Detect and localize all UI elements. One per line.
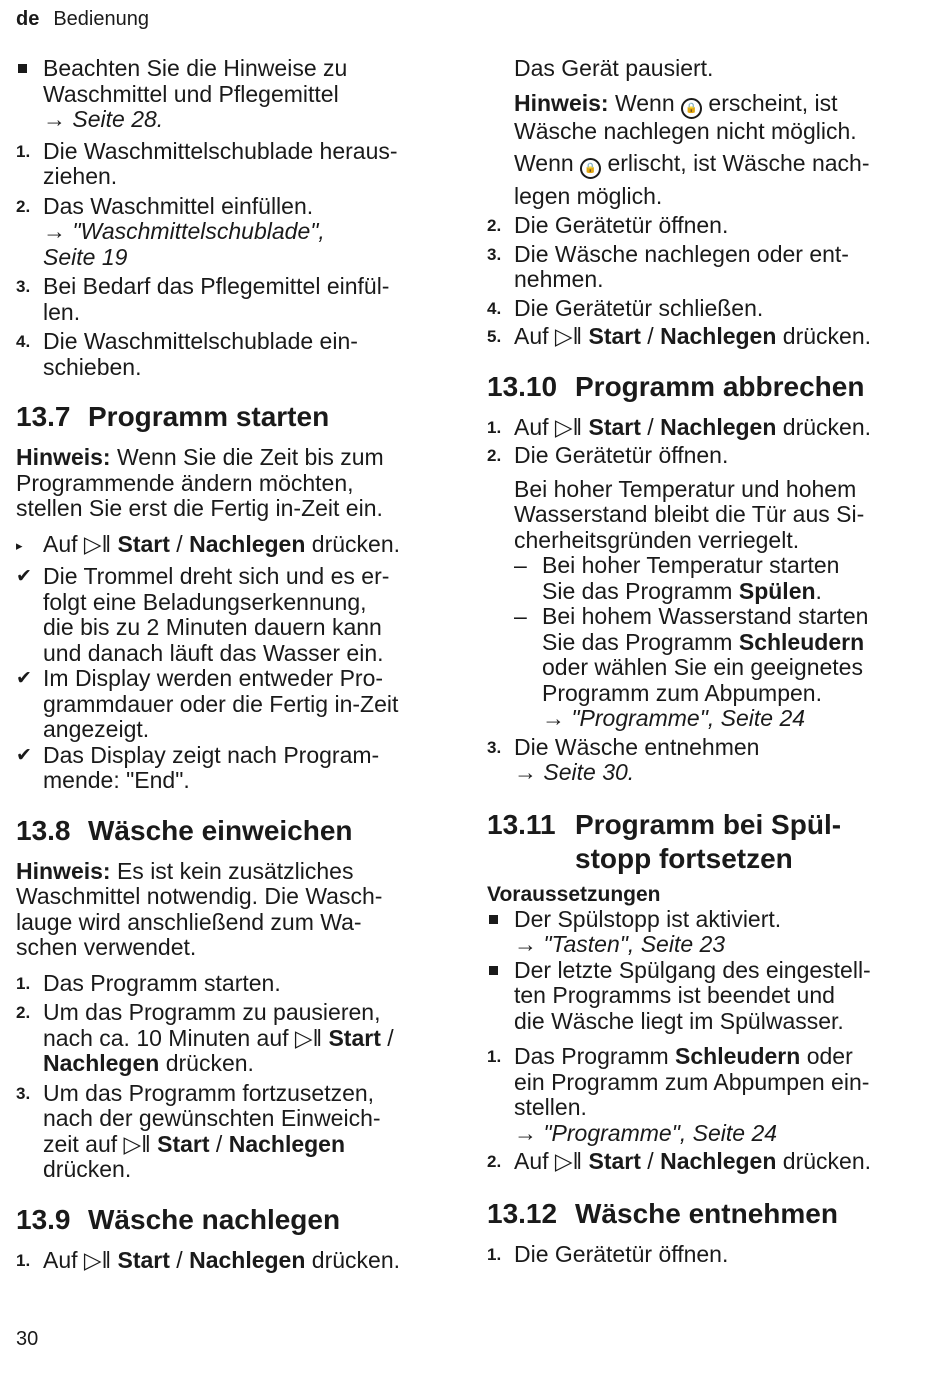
section-heading: 13.9 Wäsche nachlegen — [16, 1203, 341, 1235]
page-reference: → Seite 30. — [514, 759, 635, 785]
list-item: 2. Auf ▷‖ Start / Nachlegen drücken. — [487, 1148, 872, 1174]
result-item: ✔ Die Trommel dreht sich und es er- — [16, 563, 390, 589]
list-item: 1. Die Waschmittelschublade heraus- — [16, 137, 398, 164]
list-item: Der Spülstopp ist aktiviert. — [487, 907, 917, 933]
list-item: Der letzte Spülgang des eingestell- — [487, 958, 917, 984]
action-step: ▸ Auf ▷‖ Start / Nachlegen drücken. — [16, 530, 401, 557]
list-item: 4. Die Waschmittelschublade ein- — [16, 328, 358, 354]
note: Hinweis: Wenn Sie die Zeit bis zum — [16, 444, 384, 470]
left-column: Beachten Sie die Hinweise zu Waschmittel und Pflegemittel → Seite 28. 1. Die Waschmittelschublade heraus- ziehen. 2. Das Waschmittel einfüllen. → "Waschmittelschublade", Seite 19 3. Bei Bedarf das Pflegemittel einfül- len. 4. Die Waschmittelschublade ein- schieben. 13.7 Programm starten Hinweis: Wenn Sie die Zeit bis zum Programmende ändern möchten, stellen Sie erst die Fertig in-Zeit ein. ▸ Auf ▷‖ Start / Nachlegen drücken. ✔ Die Trommel dreht sich und es er- folgt eine Beladungserkennung, die bis zu 2 Minuten dauern kann und danach läuft das Wasser ein. ✔ Im Display werden entweder Pro- grammdauer oder die Fertig in-Zeit angezeigt. ✔ Das Display zeigt nach Program- mende: "End". 13.8 Wäsche einweichen Hinweis: Es ist kein zusätzliches Waschmittel notwendig. Die Wasch- lauge wird anschließend zum Wa- schen verwendet. 1. Das Programm starten. 2. Um das Programm zu pausieren, nach ca. 10 Minuten auf ▷‖ Start / Nachlegen drücken. 3. Um das Programm fortzusetzen, nach der gewünschten Einweich- zeit auf ▷‖ Start / Nachlegen drücken. 13.9 Wäsche nachlegen 1. Auf ▷‖ Start / Nachlegen drücken. — [16, 56, 446, 1273]
page-reference: → "Programme", Seite 24 — [542, 705, 806, 731]
page-number: 30 — [16, 1328, 39, 1350]
list-item: 4. Die Gerätetür schließen. — [487, 294, 764, 321]
square-bullet-icon — [489, 915, 498, 924]
dash-item: – Bei hoher Temperatur starten — [514, 552, 840, 578]
list-item: 3. Bei Bedarf das Pflegemittel einfül- — [16, 273, 390, 299]
list-item: 2. Um das Programm zu pausieren, — [16, 999, 381, 1025]
page-header — [16, 8, 149, 31]
list-item: 1. Das Programm Schleudern oder — [487, 1043, 853, 1069]
list-item: 1. Das Programm starten. — [16, 969, 281, 996]
section-heading: 13.10 Programm abbrechen — [487, 370, 865, 402]
section-heading: 13.12 Wäsche entnehmen — [487, 1197, 838, 1229]
dash-item: – Bei hohem Wasserstand starten — [514, 603, 869, 629]
checkmark-icon: ✔ — [16, 668, 32, 689]
checkmark-icon: ✔ — [16, 566, 32, 587]
note: Hinweis: Wenn 🔒 erscheint, ist — [487, 91, 917, 119]
list-item: Beachten Sie die Hinweise zu — [16, 56, 446, 82]
result-item: ✔ Das Display zeigt nach Program- — [16, 741, 380, 768]
list-item: 1. Auf ▷‖ Start / Nachlegen drücken. — [487, 413, 872, 440]
result-item: ✔ Im Display werden entweder Pro- — [16, 665, 384, 691]
section-heading: 13.7 Programm starten — [16, 401, 330, 432]
section-heading: 13.8 Wäsche einweichen — [16, 814, 353, 846]
list-item: 5. Auf ▷‖ Start / Nachlegen drücken. — [487, 323, 872, 349]
square-bullet-icon — [489, 966, 498, 975]
list-item: 2. Die Gerätetür öffnen. — [487, 212, 729, 238]
note: Hinweis: Es ist kein zusätzliches — [16, 857, 354, 884]
section-title: Bedienung — [53, 8, 149, 30]
language-code: de — [16, 8, 40, 30]
action-triangle-icon: ▸ — [16, 537, 23, 553]
square-bullet-icon — [18, 64, 27, 73]
lock-icon: 🔒 — [681, 98, 702, 119]
result-text: Das Gerät pausiert. — [514, 55, 714, 81]
page-reference: → "Waschmittelschublade", — [43, 218, 325, 244]
list-item: 3. Die Wäsche nachlegen oder ent- — [487, 240, 849, 267]
page-reference: → Seite 28. — [43, 106, 164, 132]
page-reference: → "Programme", Seite 24 — [514, 1119, 778, 1146]
prerequisites-heading: Voraussetzungen — [487, 882, 661, 906]
list-item: 1. Auf ▷‖ Start / Nachlegen drücken. — [16, 1246, 401, 1273]
list-item: 3. Um das Programm fortzusetzen, — [16, 1079, 375, 1106]
page-reference: → "Tasten", Seite 23 — [514, 931, 726, 957]
section-heading: 13.11 Programm bei Spül- stopp fortsetzen — [487, 808, 842, 874]
right-column: Das Gerät pausiert. Hinweis: Wenn 🔒 erscheint, ist Wäsche nachlegen nicht möglich. Wenn 🔒 erlischt, ist Wäsche nach- legen möglich. 2. Die Gerätetür öffnen. 3. Die Wäsche nachlegen oder ent- nehmen. 4. Die Gerätetür schließen. 5. Auf ▷‖ Start / Nachlegen drücken. 13.10 Programm abbrechen 1. Auf ▷‖ Start / Nachlegen drücken. 2. Die Gerätetür öffnen. Bei hoher Temperatur und hohem Wasserstand bleibt die Tür aus Si- cherheitsgründen verriegelt. – Bei hoher Temperatur starten Sie das Programm Spülen. – Bei hohem Wasserstand starten Sie das Programm Schleudern oder wählen Sie ein geeignetes Programm zum Abpumpen. → "Programme", Seite 24 3. Die Wäsche entnehmen → Seite 30. 13.11 Programm bei Spül- stopp fortsetzen Voraussetzungen Der Spülstopp ist aktiviert. → "Tasten", Seite 23 Der letzte Spülgang des eingestell- ten Programms ist beendet und die Wäsche liegt im Spülwasser. 1. Das Programm Schleudern oder ein Programm zum Abpumpen ein- stellen. → "Programme", Seite 24 2. Auf ▷‖ Start / Nachlegen drücken. 13.12 Wäsche entnehmen 1. Die Gerätetür öffnen. — [487, 56, 917, 1267]
lock-icon: 🔒 — [580, 158, 601, 179]
list-item: 2. Das Waschmittel einfüllen. — [16, 192, 314, 219]
list-item: 1. Die Gerätetür öffnen. — [487, 1240, 729, 1267]
list-item: 3. Die Wäsche entnehmen — [487, 733, 760, 760]
checkmark-icon: ✔ — [16, 744, 32, 766]
list-item: 2. Die Gerätetür öffnen. — [487, 442, 729, 468]
